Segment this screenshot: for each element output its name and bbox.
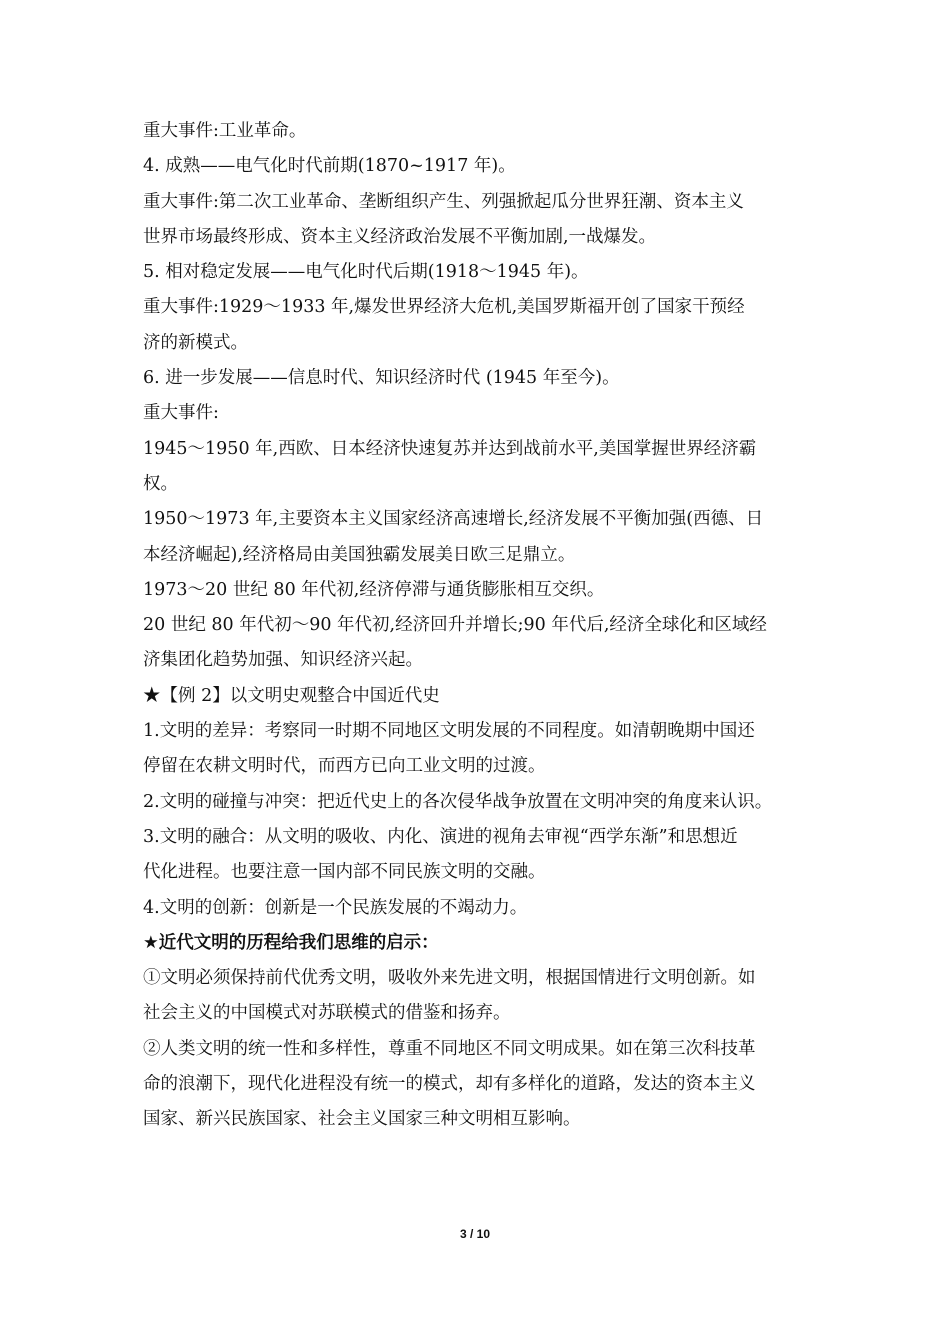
example-heading: ★【例 2】以文明史观整合中国近代史 [143, 685, 440, 706]
text-line: 代化进程。也要注意一国内部不同民族文明的交融。 [143, 862, 546, 883]
text-line: 重大事件:第二次工业革命、垄断组织产生、列强掀起瓜分世界狂潮、资本主义 [143, 191, 744, 212]
text-line: 1945～1950 年,西欧、日本经济快速复苏并达到战前水平,美国掌握世界经济霸 [143, 438, 757, 459]
text-line: 本经济崛起),经济格局由美国独霸发展美日欧三足鼎立。 [143, 544, 576, 565]
text-line: 6. 进一步发展——信息时代、知识经济时代 (1945 年至今)。 [143, 368, 620, 389]
document-body [143, 114, 823, 1138]
text-line: 济集团化趋势加强、知识经济兴起。 [143, 650, 423, 671]
text-line: 4.文明的创新：创新是一个民族发展的不竭动力。 [143, 897, 528, 918]
text-line: 3.文明的融合：从文明的吸收、内化、演进的视角去审视“西学东渐”和思想近 [143, 826, 738, 847]
text-line: 1973～20 世纪 80 年代初,经济停滞与通货膨胀相互交织。 [143, 579, 605, 600]
text-line: 重大事件:工业革命。 [143, 121, 307, 141]
text-line: ①文明必须保持前代优秀文明，吸收外来先进文明，根据国情进行文明创新。如 [143, 968, 756, 989]
text-line: 社会主义的中国模式对苏联模式的借鉴和扬弃。 [143, 1003, 511, 1024]
text-line: 世界市场最终形成、资本主义经济政治发展不平衡加剧,一战爆发。 [143, 226, 657, 247]
text-line: 重大事件: [143, 403, 219, 424]
section-heading: ★近代文明的历程给我们思维的启示： [143, 932, 439, 953]
text-line: 停留在农耕文明时代，而西方已向工业文明的过渡。 [143, 756, 546, 777]
text-line: ②人类文明的统一性和多样性，尊重不同地区不同文明成果。如在第三次科技革 [143, 1038, 756, 1059]
text-line: 2.文明的碰撞与冲突：把近代史上的各次侵华战争放置在文明冲突的角度来认识。 [143, 791, 773, 812]
text-line: 国家、新兴民族国家、社会主义国家三种文明相互影响。 [143, 1109, 581, 1130]
text-line: 5. 相对稳定发展——电气化时代后期(1918～1945 年)。 [143, 262, 589, 283]
page-number: 3 / 10 [459, 1227, 491, 1241]
text-line: 1.文明的差异：考察同一时期不同地区文明发展的不同程度。如清朝晚期中国还 [143, 721, 755, 742]
text-line: 命的浪潮下，现代化进程没有统一的模式，却有多样化的道路，发达的资本主义 [143, 1074, 756, 1095]
text-line: 20 世纪 80 年代初～90 年代初,经济回升并增长;90 年代后,经济全球化和区域经 [143, 615, 767, 636]
text-line: 权。 [143, 473, 178, 494]
text-line: 1950～1973 年,主要资本主义国家经济高速增长,经济发展不平衡加强(西德、日 [143, 509, 764, 530]
text-line: 重大事件:1929～1933 年,爆发世界经济大危机,美国罗斯福开创了国家干预经 [143, 297, 745, 318]
text-line: 济的新模式。 [143, 332, 248, 353]
text-line: 4. 成熟——电气化时代前期(1870~1917 年)。 [143, 156, 516, 177]
